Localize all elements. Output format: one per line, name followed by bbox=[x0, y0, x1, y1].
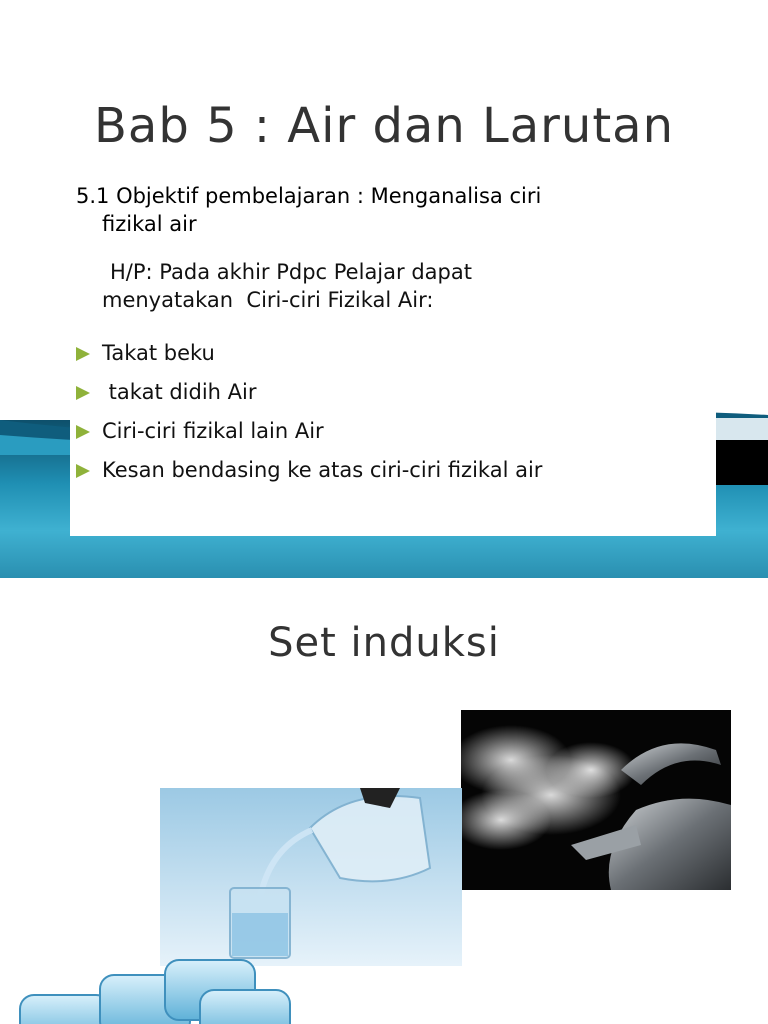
water-pouring-image bbox=[160, 788, 462, 966]
decorative-tab-light bbox=[708, 418, 768, 440]
triangle-bullet-icon bbox=[76, 347, 90, 361]
objective-text bbox=[76, 182, 696, 238]
hp-text bbox=[102, 258, 702, 314]
bullet-list bbox=[76, 334, 696, 490]
objective-line-1: 5.1 Objektif pembelajaran : Menganalisa ciri bbox=[76, 184, 542, 208]
list-item: Ciri-ciri fizikal lain Air bbox=[76, 412, 696, 451]
steaming-kettle-image bbox=[461, 710, 731, 890]
hp-line-2: menyatakan Ciri-ciri Fizikal Air: bbox=[102, 288, 434, 312]
objective-line-2: fizikal air bbox=[102, 212, 197, 236]
list-item: takat didih Air bbox=[76, 373, 696, 412]
list-item: Takat beku bbox=[76, 334, 696, 373]
triangle-bullet-icon bbox=[76, 425, 90, 439]
decorative-tab-black bbox=[708, 440, 768, 485]
triangle-bullet-icon bbox=[76, 386, 90, 400]
ice-cubes-image bbox=[0, 955, 300, 1024]
list-item: Kesan bendasing ke atas ciri-ciri fizikal air bbox=[76, 451, 696, 490]
slide-title: Set induksi bbox=[268, 620, 500, 666]
slide-2 bbox=[0, 580, 768, 1024]
hp-line-1: H/P: Pada akhir Pdpc Pelajar dapat bbox=[110, 260, 472, 284]
triangle-bullet-icon bbox=[76, 464, 90, 478]
slide-title: Bab 5 : Air dan Larutan bbox=[94, 98, 674, 154]
